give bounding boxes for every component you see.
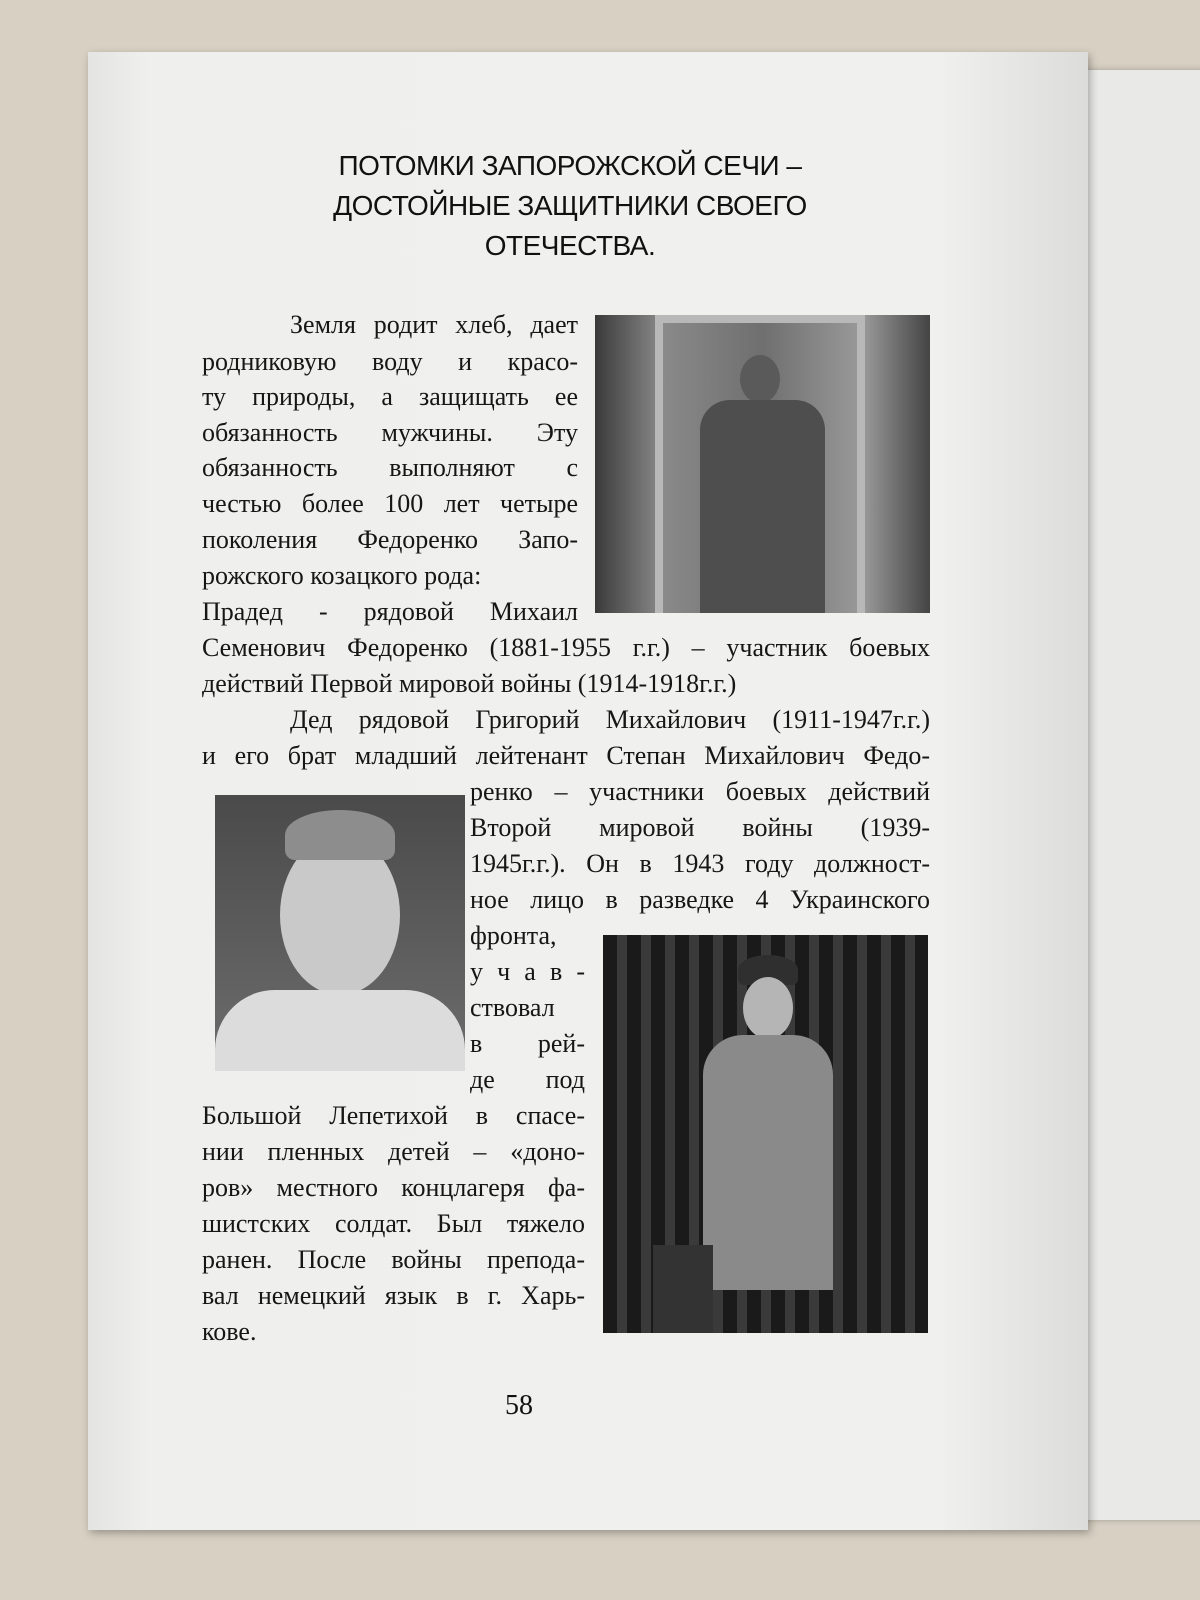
photo-grandfather-portrait [215, 795, 465, 1071]
text-line: кове. [202, 1317, 257, 1346]
photo-great-grandfather-soldier [595, 315, 930, 613]
text-line: 1945г.г.). Он в 1943 году должност- [470, 849, 930, 878]
title-line-2: ДОСТОЙНЫЕ ЗАЩИТНИКИ СВОЕГО [333, 190, 807, 221]
text-line: и его брат младший лейтенант Степан Михайлович Федо- [202, 741, 930, 770]
text-line: ренко – участники боевых действий [470, 777, 930, 806]
text-line: честью более 100 лет четыре [202, 489, 578, 518]
text-line: ров» местного концлагеря фа- [202, 1173, 585, 1202]
text-line: де под [470, 1065, 585, 1094]
text-line: Второй мировой войны (1939- [470, 813, 930, 842]
next-page-edge [1080, 70, 1200, 1520]
text-line: у ч а в - [470, 957, 585, 986]
text-line: ное лицо в разведке 4 Украинского [470, 885, 930, 914]
text-line: шистских солдат. Был тяжело [202, 1209, 585, 1238]
text-line: нии пленных детей – «доно- [202, 1137, 585, 1166]
text-line: рожского козацкого рода: [202, 561, 482, 590]
text-line: обязанность выполняют с [202, 453, 578, 482]
title-line-1: ПОТОМКИ ЗАПОРОЖСКОЙ СЕЧИ – [338, 150, 802, 181]
text-line: поколения Федоренко Запо- [202, 525, 578, 554]
text-line: действий Первой мировой войны (1914-1918г.г.) [202, 669, 737, 698]
text-line: вал немецкий язык в г. Харь- [202, 1281, 585, 1310]
photo-lieutenant-standing [603, 935, 928, 1333]
page-number: 58 [505, 1390, 533, 1421]
text-line: Прадед - рядовой Михаил [202, 597, 578, 626]
text-line: ту природы, а защищать ее [202, 382, 578, 411]
text-line: Семенович Федоренко (1881-1955 г.г.) – участник боевых [202, 633, 930, 662]
text-line: ствовал [470, 993, 555, 1022]
text-line: в рей- [470, 1029, 585, 1058]
text-line: Земля родит хлеб, дает [290, 310, 578, 339]
text-line: Большой Лепетихой в спасе- [202, 1101, 585, 1130]
text-line: обязанность мужчины. Эту [202, 418, 578, 447]
text-line: ранен. После войны препода- [202, 1245, 585, 1274]
text-line: фронта, [470, 921, 557, 950]
text-line: Дед рядовой Григорий Михайлович (1911-1947г.г.) [290, 705, 930, 734]
title-line-3: ОТЕЧЕСТВА. [484, 230, 656, 261]
text-line: родниковую воду и красо- [202, 347, 578, 376]
